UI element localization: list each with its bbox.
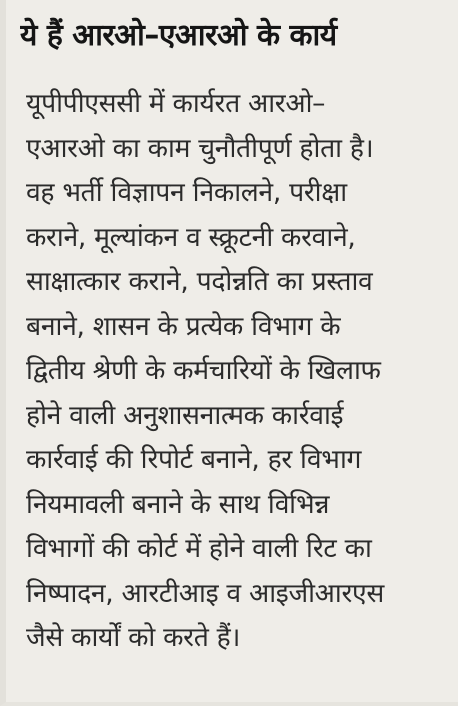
article-line: जैसे कार्यों को करते हैं। xyxy=(26,622,241,653)
article-line: एआरओ का काम चुनौतीपूर्ण होता है। xyxy=(26,132,374,164)
article-line: होने वाली अनुशासनात्मक कार्रवाई xyxy=(26,399,344,431)
article-body xyxy=(26,82,456,661)
article-line: यूपीपीएससी में कार्यरत आरओ– xyxy=(26,88,326,119)
article-line: कराने, मूल्यांकन व स्क्रूटनी करवाने, xyxy=(26,221,356,253)
article-line: विभागों की कोर्ट में होने वाली रिट का xyxy=(26,533,372,564)
article-line: द्वितीय श्रेणी के कर्मचारियों के खिलाफ xyxy=(26,355,381,386)
article-line: बनाने, शासन के प्रत्येक विभाग के xyxy=(26,310,341,342)
article-heading: ये हैं आरओ–एआरओ के कार्य xyxy=(20,18,337,53)
article-line: निष्पादन, आरटीआइ व आइजीआरएस xyxy=(26,577,384,609)
article-line: साक्षात्कार कराने, पदोन्नति का प्रस्ताव xyxy=(26,266,373,297)
article-line: नियमावली बनाने के साथ विभिन्न xyxy=(26,488,330,520)
article-line: वह भर्ती विज्ञापन निकालने, परीक्षा xyxy=(26,177,347,208)
article-line: कार्रवाई की रिपोर्ट बनाने, हर विभाग xyxy=(26,444,362,475)
